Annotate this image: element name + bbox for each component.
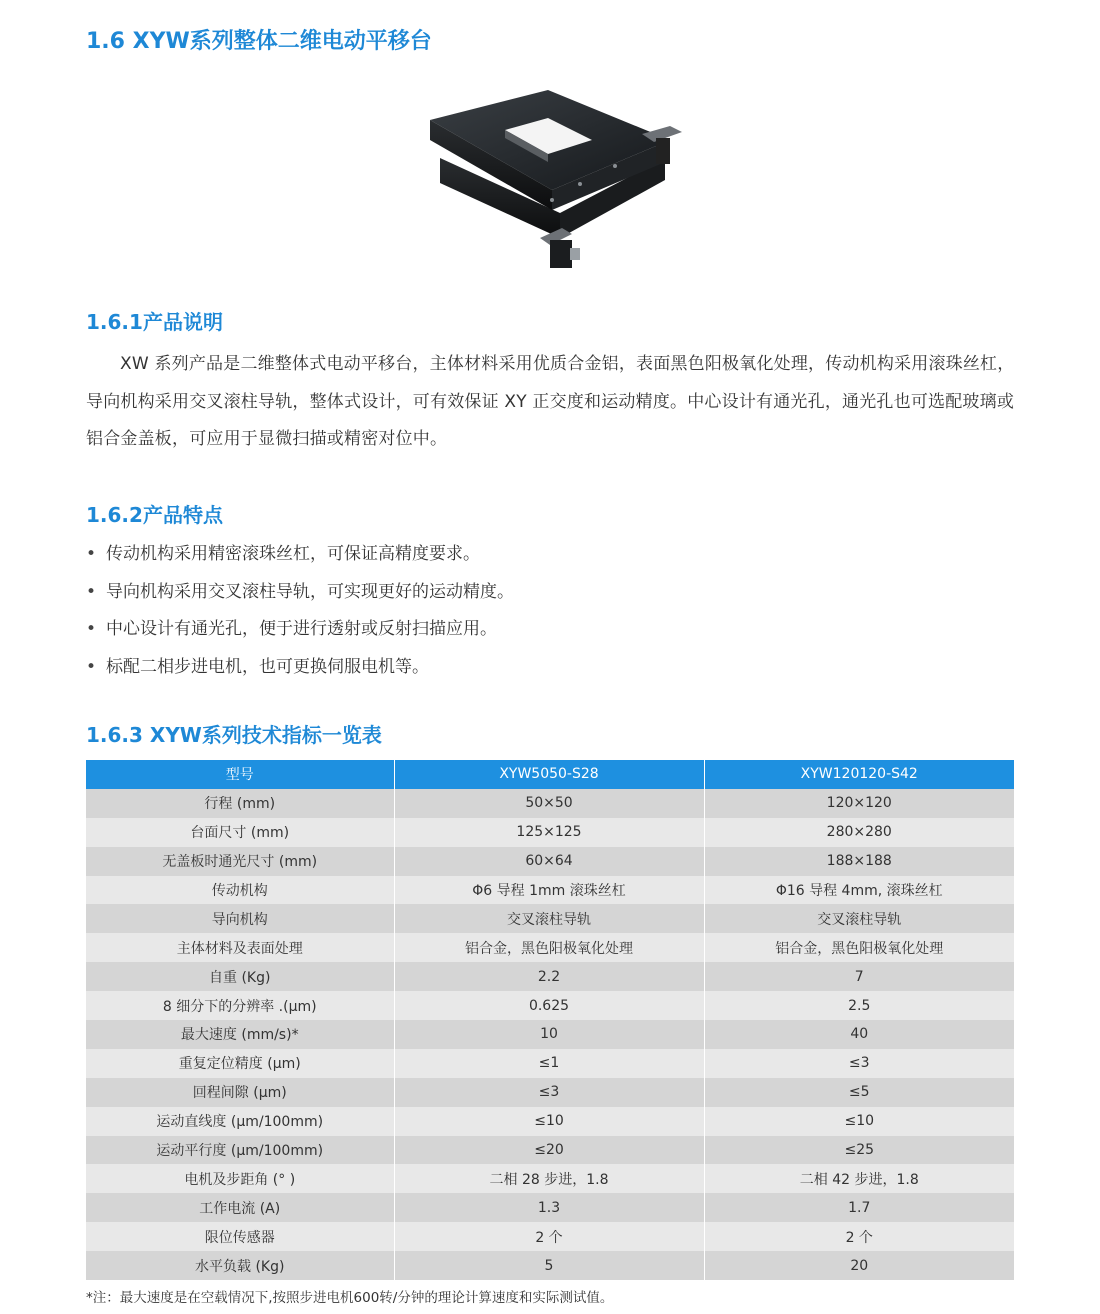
table-row <box>86 1222 1014 1251</box>
spec-value: 10 <box>394 1020 704 1049</box>
spec-label: 台面尺寸 (mm) <box>86 818 394 847</box>
spec-label: 8 细分下的分辨率 .(μm) <box>86 991 394 1020</box>
feature-text: 中心设计有通光孔，便于进行透射或反射扫描应用。 <box>106 619 497 639</box>
table-row <box>86 1078 1014 1107</box>
spec-value: 2.5 <box>704 991 1014 1020</box>
spec-label: 行程 (mm) <box>86 789 394 818</box>
description-paragraph: XW 系列产品是二维整体式电动平移台，主体材料采用优质合金铝，表面黑色阳极氧化处理，传动机构采用滚珠丝杠，导向机构采用交叉滚柱导轨，整体式设计，可有效保证 XY 正交度和运动精度。中心设计有通光孔，通光孔也可选配玻璃或铝合金盖板，可应用于显微扫描或精密对位中。 <box>86 354 1015 449</box>
spec-value: 1.3 <box>394 1193 704 1222</box>
spec-value: 二相 28 步进，1.8 <box>394 1164 704 1193</box>
header-cell-model-b: XYW120120-S42 <box>704 760 1014 789</box>
spec-value: ≤10 <box>394 1107 704 1136</box>
spec-value: 120×120 <box>704 789 1014 818</box>
table-row <box>86 818 1014 847</box>
table-header-row <box>86 760 1014 789</box>
feature-item <box>86 536 1016 574</box>
features-list <box>86 536 1016 686</box>
feature-text: 标配二相步进电机，也可更换伺服电机等。 <box>106 656 429 677</box>
page-title: 1.6 XYW系列整体二维电动平移台 <box>86 29 432 54</box>
spec-value: 交叉滚柱导轨 <box>394 904 704 933</box>
table-row <box>86 1107 1014 1136</box>
spec-value: ≤1 <box>394 1049 704 1078</box>
table-row <box>86 904 1014 933</box>
spec-value: 280×280 <box>704 818 1014 847</box>
spec-label: 限位传感器 <box>86 1222 394 1251</box>
spec-label: 水平负载 (Kg) <box>86 1251 394 1280</box>
spec-table <box>86 760 1014 1280</box>
table-row <box>86 962 1014 991</box>
spec-value: 20 <box>704 1251 1014 1280</box>
spec-value: 铝合金，黑色阳极氧化处理 <box>394 933 704 962</box>
spec-value: 1.7 <box>704 1193 1014 1222</box>
table-row <box>86 1164 1014 1193</box>
spec-label: 回程间隙 (μm) <box>86 1078 394 1107</box>
header-cell-model-a: XYW5050-S28 <box>394 760 704 789</box>
footnote: *注：最大速度是在空载情况下,按照步进电机600转/分钟的理论计算速度和实际测试值。 <box>86 1290 614 1306</box>
feature-item <box>86 611 1016 649</box>
spec-label: 运动平行度 (μm/100mm) <box>86 1136 394 1165</box>
spec-value: 125×125 <box>394 818 704 847</box>
bullet-icon: • <box>86 656 97 677</box>
spec-value: 188×188 <box>704 847 1014 876</box>
spec-value: Φ6 导程 1mm 滚珠丝杠 <box>394 876 704 905</box>
spec-value: 60×64 <box>394 847 704 876</box>
spec-value: ≤3 <box>394 1078 704 1107</box>
spec-value: 2 个 <box>394 1222 704 1251</box>
spec-label: 自重 (Kg) <box>86 962 394 991</box>
feature-item <box>86 574 1016 612</box>
bullet-icon: • <box>86 544 97 564</box>
table-row <box>86 1049 1014 1078</box>
header-cell-model: 型号 <box>86 760 394 789</box>
feature-item <box>86 649 1016 687</box>
bullet-icon: • <box>86 619 97 639</box>
spec-value: 7 <box>704 962 1014 991</box>
spec-label: 无盖板时通光尺寸 (mm) <box>86 847 394 876</box>
table-row <box>86 847 1014 876</box>
description-heading: 1.6.1产品说明 <box>86 310 223 334</box>
spec-value: 二相 42 步进，1.8 <box>704 1164 1014 1193</box>
spec-label: 传动机构 <box>86 876 394 905</box>
spec-value: 50×50 <box>394 789 704 818</box>
table-row <box>86 1020 1014 1049</box>
spec-label: 电机及步距角 (° ) <box>86 1164 394 1193</box>
spec-value: Φ16 导程 4mm, 滚珠丝杠 <box>704 876 1014 905</box>
spec-value: ≤20 <box>394 1136 704 1165</box>
table-row <box>86 991 1014 1020</box>
spec-label: 运动直线度 (μm/100mm) <box>86 1107 394 1136</box>
table-row <box>86 1136 1014 1165</box>
spec-value: 交叉滚柱导轨 <box>704 904 1014 933</box>
spec-label: 导向机构 <box>86 904 394 933</box>
bullet-icon: • <box>86 581 97 602</box>
features-heading: 1.6.2产品特点 <box>86 503 223 527</box>
table-row <box>86 933 1014 962</box>
spec-value: ≤10 <box>704 1107 1014 1136</box>
feature-text: 传动机构采用精密滚珠丝杠，可保证高精度要求。 <box>106 544 480 564</box>
spec-value: 5 <box>394 1251 704 1280</box>
spec-value: 40 <box>704 1020 1014 1049</box>
spec-label: 重复定位精度 (μm) <box>86 1049 394 1078</box>
spec-value: 2 个 <box>704 1222 1014 1251</box>
spec-label: 主体材料及表面处理 <box>86 933 394 962</box>
table-row <box>86 876 1014 905</box>
spec-value: 2.2 <box>394 962 704 991</box>
spec-label: 最大速度 (mm/s)* <box>86 1020 394 1049</box>
spec-value: ≤25 <box>704 1136 1014 1165</box>
spec-table-heading: 1.6.3 XYW系列技术指标一览表 <box>86 723 382 747</box>
spec-value: 铝合金，黑色阳极氧化处理 <box>704 933 1014 962</box>
spec-label: 工作电流 (A) <box>86 1193 394 1222</box>
table-row <box>86 1193 1014 1222</box>
spec-value: 0.625 <box>394 991 704 1020</box>
spec-value: ≤5 <box>704 1078 1014 1107</box>
spec-value: ≤3 <box>704 1049 1014 1078</box>
product-image <box>420 88 690 288</box>
feature-text: 导向机构采用交叉滚柱导轨，可实现更好的运动精度。 <box>106 581 514 602</box>
table-row <box>86 1251 1014 1280</box>
table-row <box>86 789 1014 818</box>
